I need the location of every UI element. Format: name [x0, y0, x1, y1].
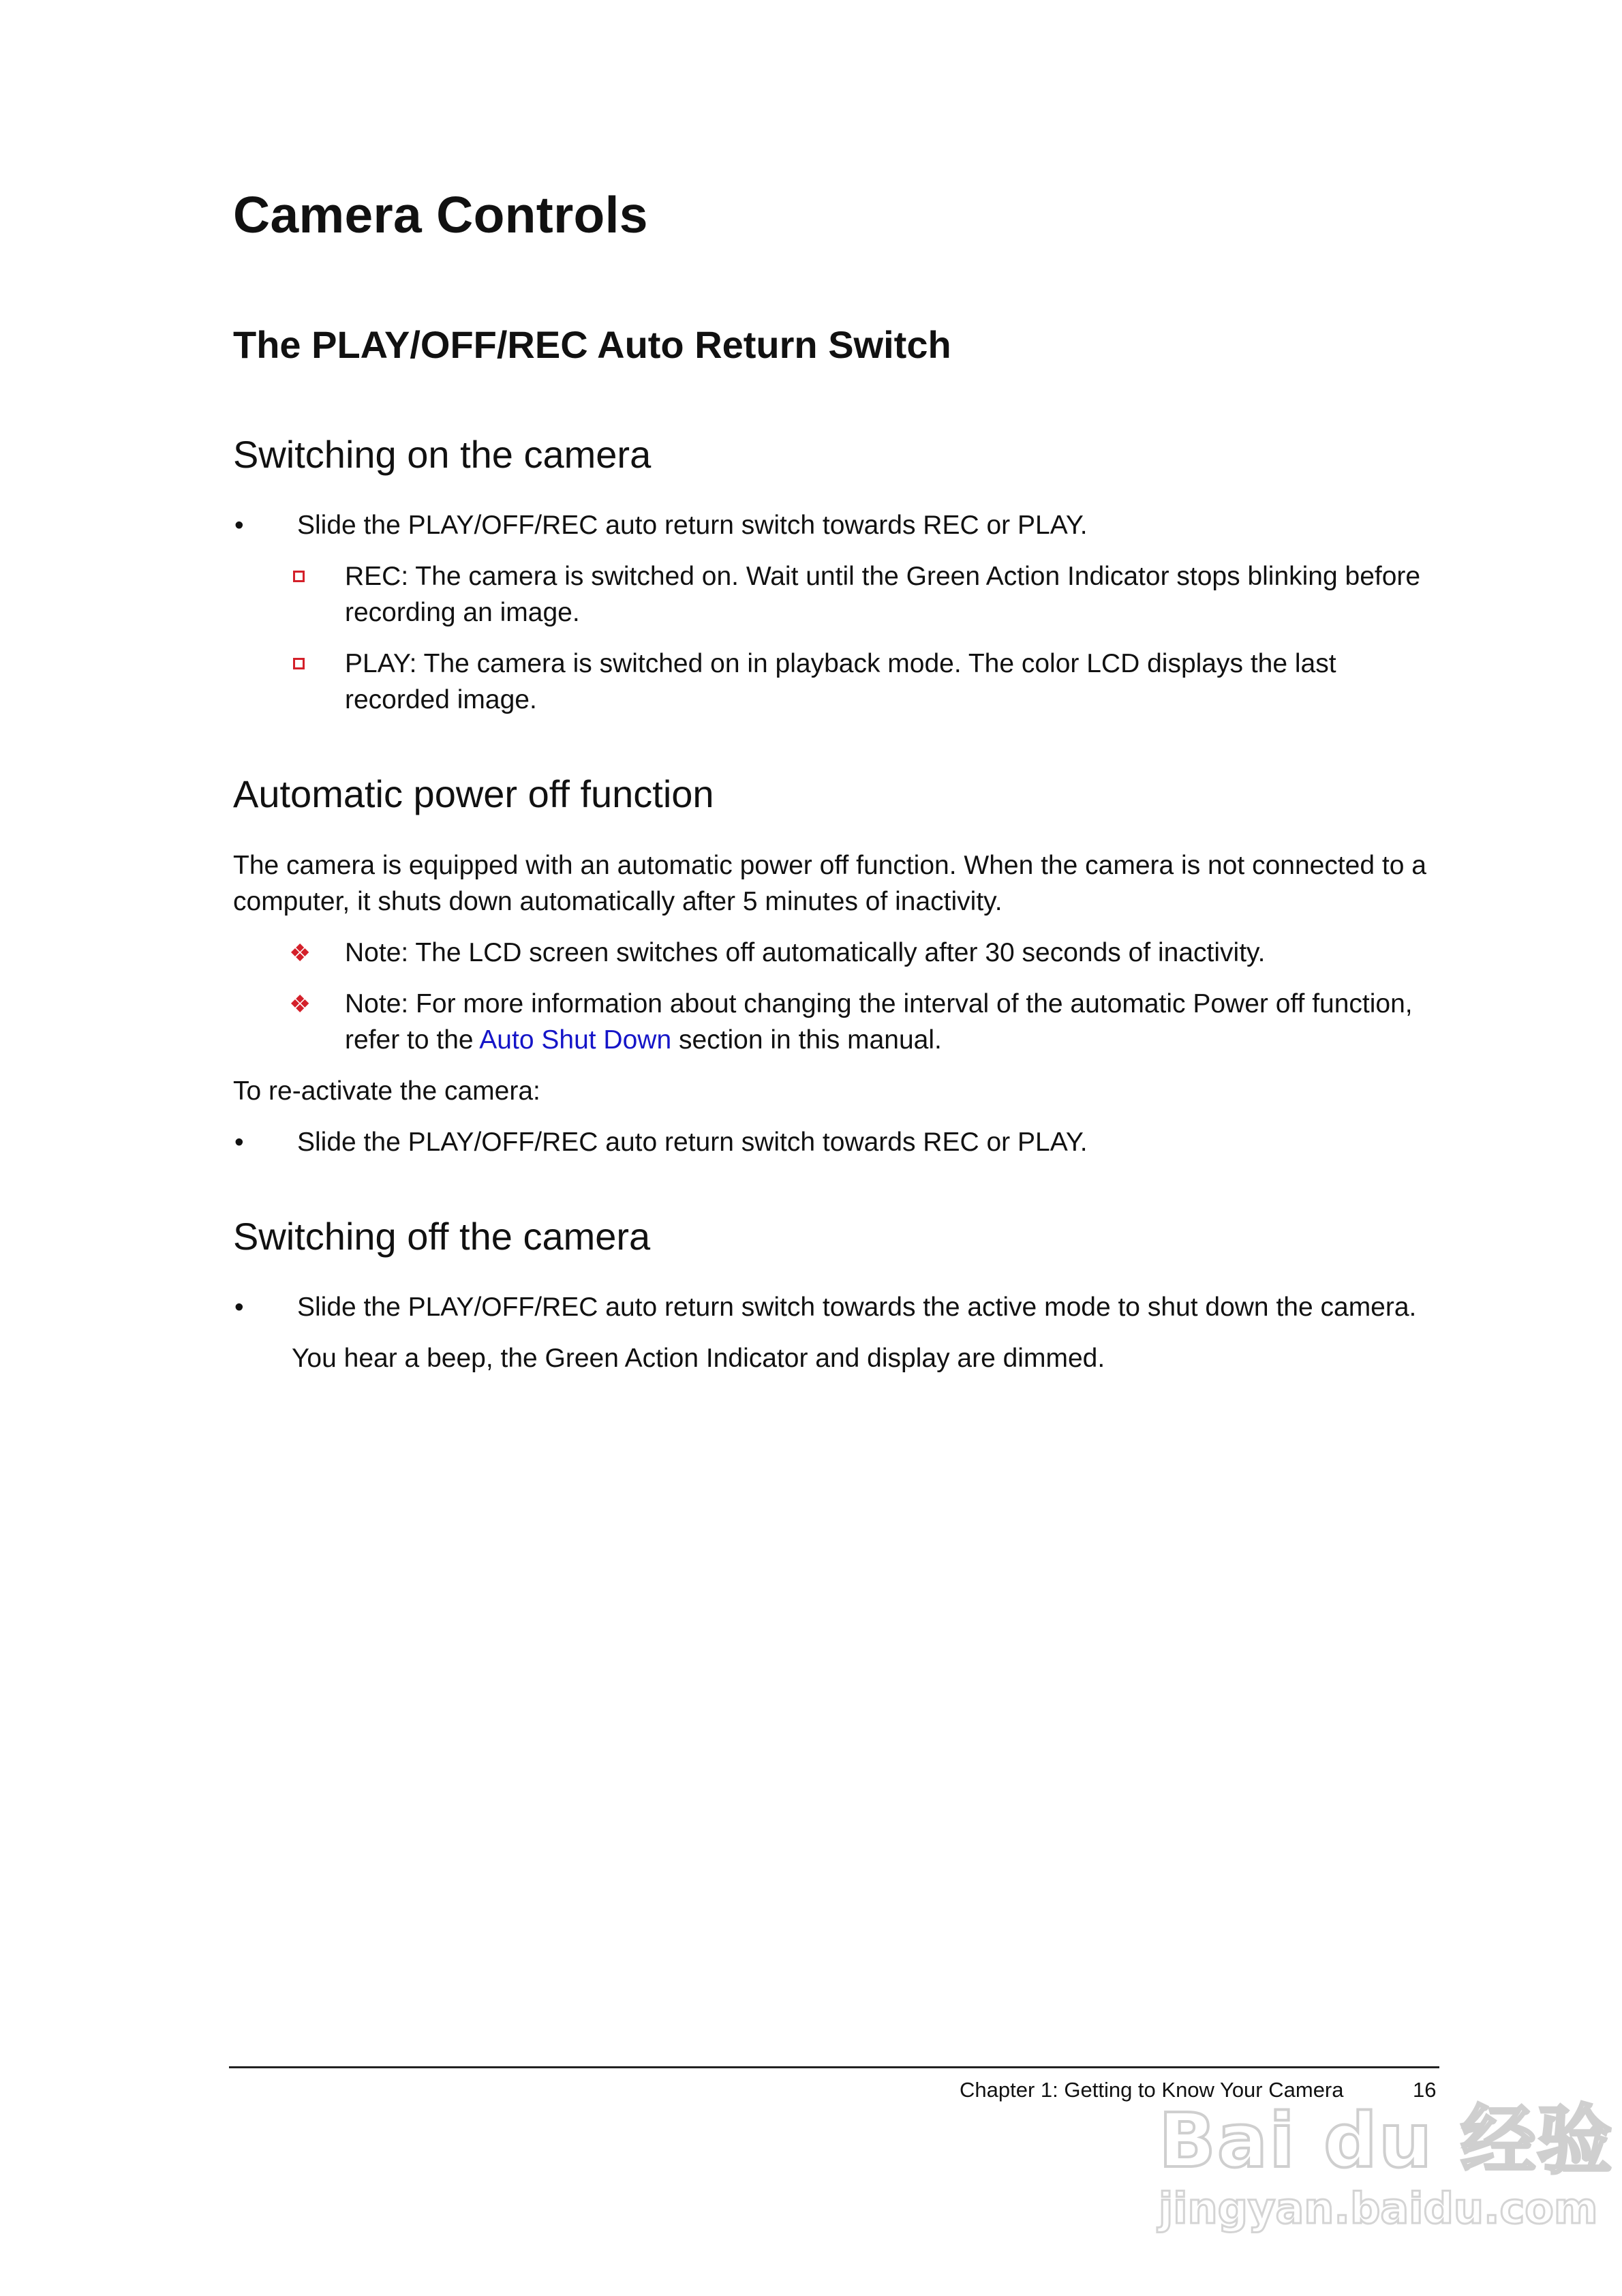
watermark-url: jingyan.baidu.com — [1159, 2184, 1598, 2233]
diamond-note-icon: ❖ — [289, 989, 311, 1018]
page-title: Camera Controls — [233, 186, 648, 243]
page-number: 16 — [1413, 2078, 1437, 2102]
diamond-note-icon: ❖ — [289, 938, 311, 967]
list-item-text: Slide the PLAY/OFF/REC auto return switch towards REC or PLAY. — [297, 511, 1088, 541]
result-text: You hear a beep, the Green Action Indicator and display are dimmed. — [292, 1343, 1105, 1373]
bullet-icon: • — [234, 1292, 244, 1322]
heading-switching-off: Switching off the camera — [233, 1214, 651, 1258]
hollow-square-icon — [290, 558, 345, 594]
watermark-brand: Bai du 经验 — [1159, 2097, 1614, 2184]
sub-list-item-text: REC: The camera is switched on. Wait until the Green Action Indicator stops blinking before recording an image. — [345, 562, 1421, 628]
list-item — [233, 507, 1433, 543]
paragraph-auto-power-off: The camera is equipped with an automatic power off function. When the camera is not connected to a computer, it shuts down automatically after 5 minutes of inactivity. — [233, 850, 1426, 916]
sub-list-item — [233, 558, 1433, 631]
heading-auto-power-off: Automatic power off function — [233, 772, 714, 816]
note-item — [233, 935, 1433, 971]
bullet-icon: • — [234, 511, 244, 541]
note-text: Note: For more information about changing the interval of the automatic Power off function, refer to the Auto Shut Down section in this manual. — [345, 988, 1413, 1055]
baidu-watermark — [1159, 2097, 1614, 2256]
hollow-square-icon — [290, 646, 345, 682]
sub-list-item — [233, 646, 1433, 718]
heading-switching-on: Switching on the camera — [233, 433, 652, 477]
list-item — [233, 1124, 1433, 1160]
auto-shut-down-link[interactable]: Auto Shut Down — [479, 1025, 672, 1055]
bullet-icon: • — [234, 1127, 244, 1157]
footer-chapter: Chapter 1: Getting to Know Your Camera — [960, 2078, 1344, 2102]
list-item — [233, 1289, 1433, 1325]
sub-list-item-text: PLAY: The camera is switched on in playback mode. The color LCD displays the last recorded image. — [345, 649, 1336, 715]
note-item — [233, 986, 1433, 1058]
note-text: Note: The LCD screen switches off automatically after 30 seconds of inactivity. — [345, 937, 1266, 967]
reactivate-label: To re-activate the camera: — [233, 1076, 540, 1106]
page-content — [233, 184, 1433, 1391]
section-title: The PLAY/OFF/REC Auto Return Switch — [233, 323, 951, 366]
footer-divider — [229, 2066, 1439, 2068]
list-item-text: Slide the PLAY/OFF/REC auto return switch towards REC or PLAY. — [297, 1127, 1088, 1157]
list-item-text: Slide the PLAY/OFF/REC auto return switch towards the active mode to shut down the camera. — [297, 1292, 1417, 1322]
